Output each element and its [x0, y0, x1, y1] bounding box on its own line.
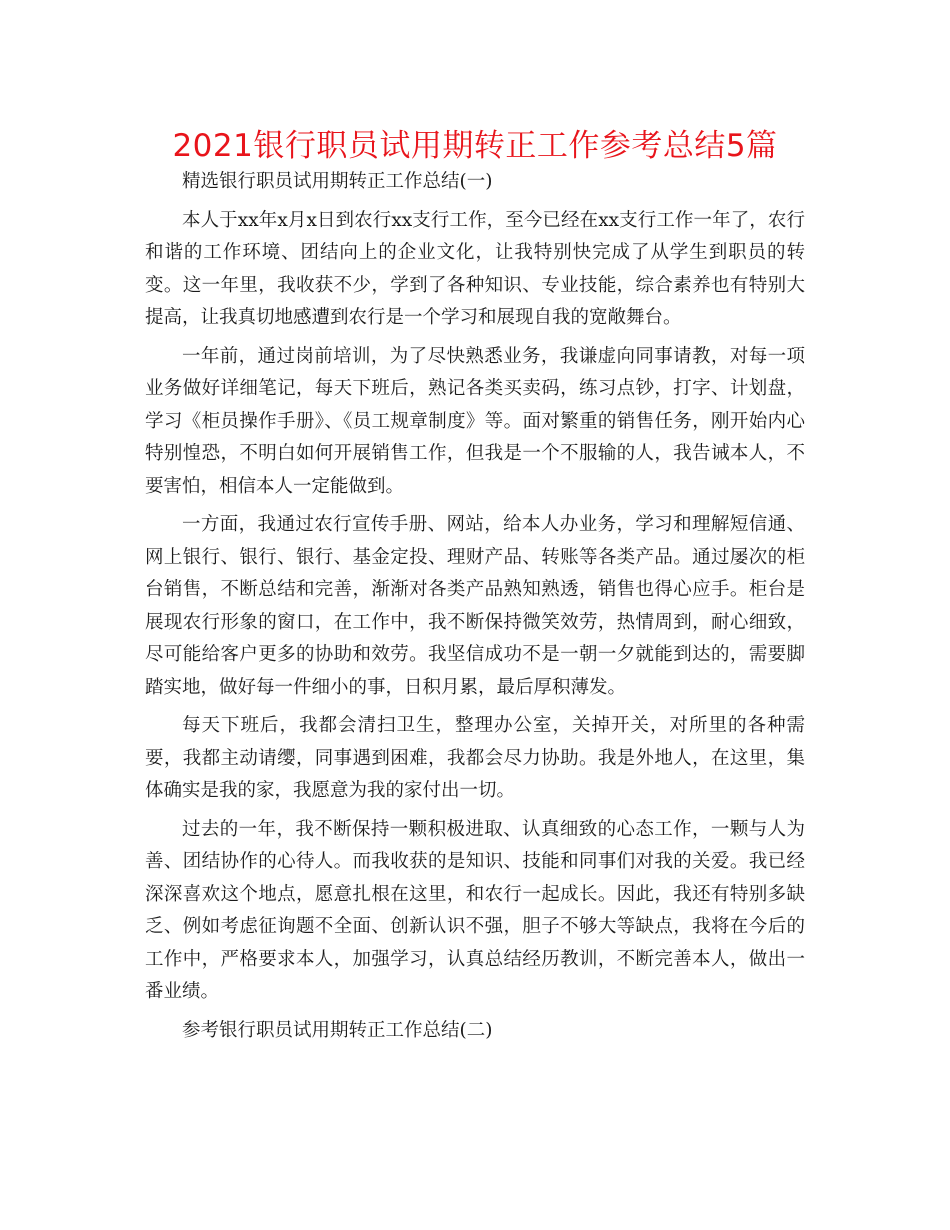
paragraph: 本人于xx年x月x日到农行xx支行工作，至今已经在xx支行工作一年了，农行和谐的工作环境、团结向上的企业文化，让我特别快完成了从学生到职员的转变。这一年里，我收获不少，学到了各种知识、专业技能，综合素养也有特别大提高，让我真切地感遭到农行是一个学习和展现自我的宽敞舞台。	[145, 209, 805, 328]
section-heading-2: 参考银行职员试用期转正工作总结(二)	[182, 1019, 493, 1041]
document-body	[145, 166, 805, 1047]
section-heading-1: 精选银行职员试用期转正工作总结(一)	[182, 171, 493, 192]
paragraph: 一方面，我通过农行宣传手册、网站，给本人办业务，学习和理解短信通、网上银行、银行、银行、基金定投、理财产品、转账等各类产品。通过屡次的柜台销售，不断总结和完善，渐渐对各类产品熟知熟透，销售也得心应手。柜台是展现农行形象的窗口，在工作中，我不断保持微笑效劳，热情周到，耐心细致，尽可能给客户更多的协助和效劳。我坚信成功不是一朝一夕就能到达的，需要脚踏实地，做好每一件细小的事，日积月累，最后厚积薄发。	[145, 514, 805, 698]
document-title: 2021银行职员试用期转正工作参考总结5篇	[172, 128, 778, 164]
paragraph: 一年前，通过岗前培训，为了尽快熟悉业务，我谦虚向同事请教，对每一项业务做好详细笔记，每天下班后，熟记各类买卖码，练习点钞，打字、计划盘，学习《柜员操作手册》、《员工规章制度》等。面对繁重的销售任务，刚开始内心特别惶恐，不明白如何开展销售工作，但我是一个不服输的人，我告诫本人，不要害怕，相信本人一定能做到。	[145, 345, 805, 497]
paragraph: 过去的一年，我不断保持一颗积极进取、认真细致的心态工作，一颗与人为善、团结协作的心待人。而我收获的是知识、技能和同事们对我的关爱。我已经深深喜欢这个地点，愿意扎根在这里，和农行一起成长。因此，我还有特别多缺乏、例如考虑征询题不全面、创新认识不强，胆子不够大等缺点，我将在今后的工作中，严格要求本人，加强学习，认真总结经历教训，不断完善本人，做出一番业绩。	[145, 818, 805, 1002]
paragraph: 每天下班后，我都会清扫卫生，整理办公室，关掉开关，对所里的各种需要，我都主动请缨，同事遇到困难，我都会尽力协助。我是外地人，在这里，集体确实是我的家，我愿意为我的家付出一切。	[145, 715, 805, 801]
